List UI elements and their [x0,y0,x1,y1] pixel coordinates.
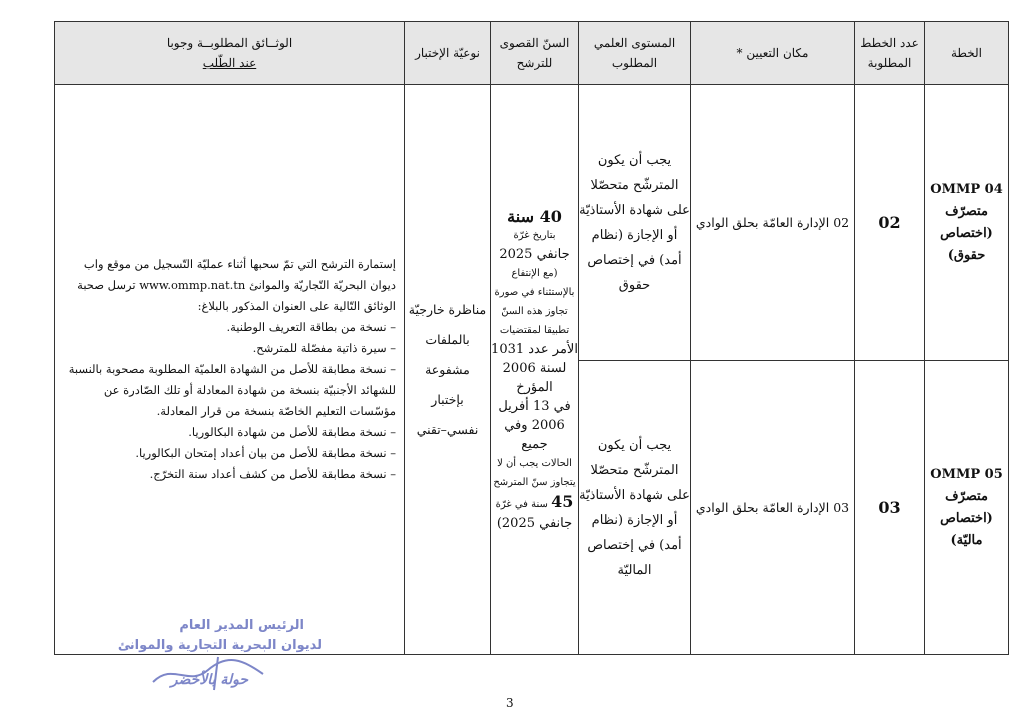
docs-intro-text: ترسل صحبة الوثائق التّالية على العنوان المذكور بالبلاغ: [77,278,396,313]
list-item: – نسخة من بطاقة التعريف الوطنية. [226,320,396,334]
signatory-name: حولة بالأخضر [170,672,248,688]
table-header-row [55,22,1009,85]
plan-specialty-open: (اختصاص [940,225,993,241]
docs-list [63,317,396,485]
stamp-organization: لديوان البحرية التجارية والموانئ [117,638,322,653]
age-line: لسنة 2006 المؤرخ [502,360,567,395]
header-docs-line2: عند الطّلب [202,56,257,70]
place-cell: 03 الإدارة العامّة بحلق الوادي [691,361,855,655]
age-line: جانفي 2025 [499,246,570,262]
stamp-title: الرئيس المدير العام [179,618,304,633]
header-level: المستوى العلمي المطلوب [579,22,691,85]
age-line: بالإستثناء في صورة [494,286,575,298]
header-exam: نوعيّة الإختبار [405,22,491,85]
age-line: 2006 وفي جميع [504,417,565,452]
header-docs-line1: الوثــائق المطلوبــة وجوبا [166,36,293,50]
exam-line: نفسي–تقني [416,421,479,437]
list-item: – نسخة مطابقة للأصل من الشهادة العلميّة المطلوبة مصحوبة بالنسبة للشهائد الأجنبيّة بنسخة من شهادة المعادلة أو تلك الصّادرة عن مؤسّسات التعليم الخاصّة بنسخة من قرار المعادلة. [68,362,396,418]
level-cell: يجب أن يكون المترشّح متحصّلا على شهادة الأستاذيّة أو الإجازة (نظام أمد) في إختصاص حقوق [579,85,691,361]
header-count: عدد الخطط المطلوبة [855,22,925,85]
age-max: 40 سنة [507,206,562,226]
exam-cell [405,85,491,655]
plan-specialty: ماليّة) [950,532,983,548]
count-cell: 03 [855,361,925,655]
exam-line: بالملفات [425,331,470,347]
age-exception-max: 45 [551,491,574,511]
plan-code: OMMP 05 [930,466,1003,482]
page-number: 3 [506,696,514,710]
plan-title: متصرّف [945,203,988,219]
recruitment-table [54,21,1009,655]
table-row [55,85,1009,361]
age-exception-text: سنة في غرّة [495,498,548,510]
list-item: – سيرة ذاتية مفصّلة للمترشح. [252,341,396,355]
level-cell: يجب أن يكون المترشّح متحصّلا على شهادة الأستاذيّة أو الإجازة (نظام أمد) في إختصاص الماليّة [579,361,691,655]
plan-specialty-open: (اختصاص [940,510,993,526]
age-line [491,492,578,514]
docs-cell [55,85,405,655]
website-url: www.ommp.nat.tn [139,278,246,292]
place-cell: 02 الإدارة العامّة بحلق الوادي [691,85,855,361]
header-age: السنّ القصوى للترشح [491,22,579,85]
plan-specialty: حقوق) [947,247,986,263]
age-line: الحالات يجب أن لا [497,457,572,469]
plan-cell [925,85,1009,361]
age-line: في 13 أفريل [498,398,571,414]
exam-line: مشفوعة [425,361,470,377]
signature-stamp [98,612,328,702]
header-docs [55,22,405,85]
count-cell: 02 [855,85,925,361]
age-line: بتاريخ غرّة [513,229,556,241]
exam-line: مناظرة خارجيّة [408,301,487,317]
age-line: يتجاوز سنّ المترشح [493,476,576,488]
plan-cell [925,361,1009,655]
age-line: الأمر عدد 1031 [491,341,578,357]
plan-title: متصرّف [945,488,988,504]
header-place: مكان التعيين * [691,22,855,85]
docs-intro-text: إستمارة الترشح التي تمّ سحبها أثناء عمليّة التّسجيل من موقع واب ديوان البحريّة التّجاريّة والموانئ [83,257,396,292]
age-line: تطبيقا لمقتضيات [499,324,570,336]
exam-line: بإختبار [431,391,464,407]
list-item: – نسخة مطابقة للأصل من شهادة البكالوريا. [188,425,396,439]
header-plan: الخطة [925,22,1009,85]
list-item: – نسخة مطابقة للأصل من كشف أعداد سنة التخرّج. [149,467,396,481]
plan-code: OMMP 04 [930,181,1003,197]
docs-intro [63,254,396,317]
age-line: تجاوز هذه السنّ [501,305,568,317]
list-item: – نسخة مطابقة للأصل من بيان أعداد إمتحان البكالوريا. [135,446,396,460]
age-line: (مع الإنتفاع [511,267,558,279]
age-cell [491,85,579,655]
age-line: جانفي 2025) [496,515,573,531]
